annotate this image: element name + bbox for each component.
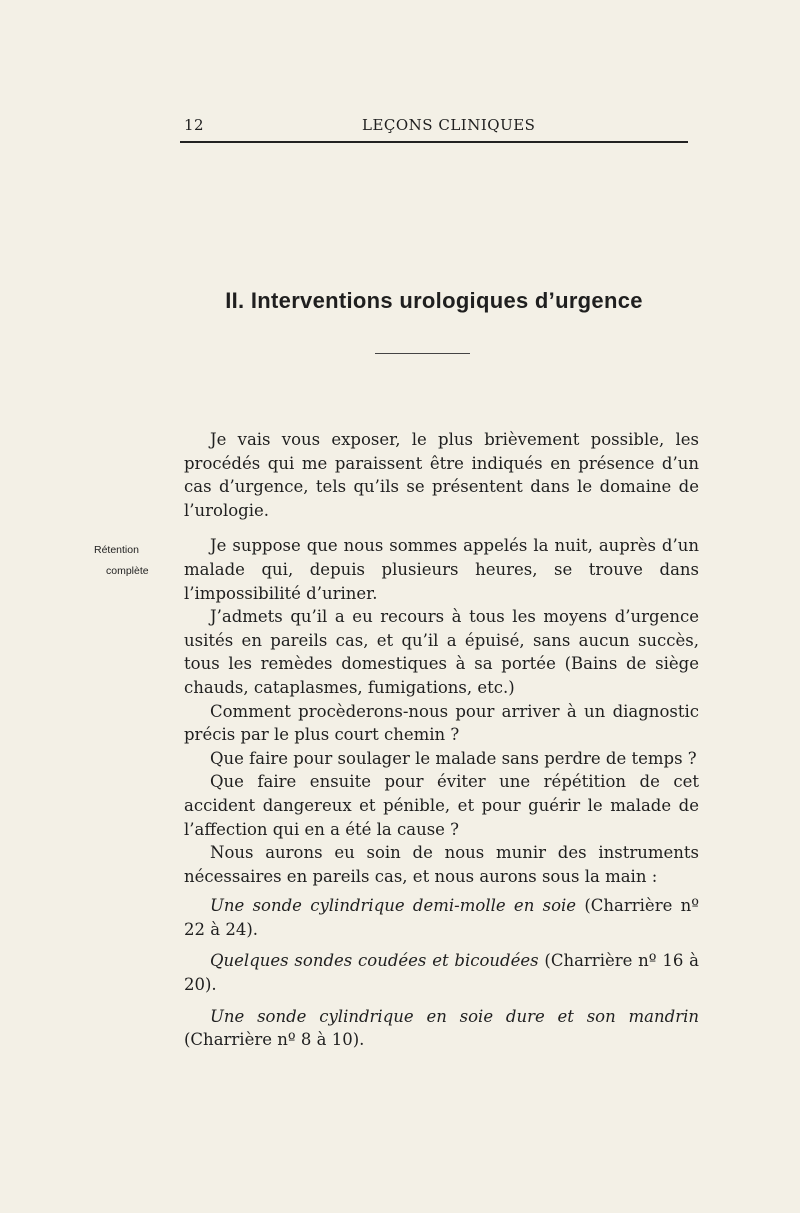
paragraph-instruments-intro: Nous aurons eu soin de nous munir des instruments nécessaires en pareils cas, et nous aurons sous la main :: [184, 843, 699, 886]
instrument-item: [184, 949, 699, 996]
section-title: II. Interventions urologiques d’urgence: [225, 288, 643, 313]
running-title: LEÇONS CLINIQUES: [362, 116, 536, 134]
paragraph-prevention-question: Que faire ensuite pour éviter une répétition de cet accident dangereux et pénible, et pour guérir le malade de l’affection qui en a été la cause ?: [184, 772, 699, 839]
page-number: 12: [184, 116, 205, 134]
instrument-spec: (Charrière nº 8 à 10).: [184, 1030, 365, 1050]
instrument-name: Une sonde cylindrique demi-molle en soie: [210, 896, 577, 916]
margin-note-line-2: complète: [106, 565, 149, 577]
instrument-item: [184, 894, 699, 941]
paragraph-relief-question: Que faire pour soulager le malade sans perdre de temps ?: [210, 748, 697, 768]
paragraph-diagnosis-question: Comment procèderons-nous pour arriver à un diagnostic précis par le plus court chemin ?: [184, 701, 699, 745]
instrument-spec: (Charrière nº 22 à 24).: [184, 896, 700, 939]
margin-note-line-1: Rétention: [94, 544, 139, 556]
body-text: [184, 428, 699, 1052]
paragraph-intro: Je vais vous exposer, le plus brièvement possible, les procédés qui me paraissent être indiqués en présence d’un cas d’urgence, tels qu’ils se présentent dans le domaine de l’urologie.: [184, 430, 699, 520]
instrument-item: [184, 1005, 699, 1052]
margin-note: [94, 540, 176, 582]
instrument-spec: (Charrière nº 16 à 20).: [184, 951, 699, 995]
paragraph-retention: Je suppose que nous sommes appelés la nuit, auprès d’un malade qui, depuis plusieurs heures, se trouve dans l’impossibilité d’uriner.: [184, 536, 699, 603]
paragraph-remedies: J’admets qu’il a eu recours à tous les moyens d’urgence usités en pareils cas, et qu’il a épuisé, sans aucun succès, tous les remèdes domestiques à sa portée (Bains de siège chauds, cataplasmes, fumigations, etc.): [184, 607, 699, 697]
instrument-name: Quelques sondes coudées et bicoudées: [210, 951, 539, 971]
section-divider: [375, 353, 470, 354]
instrument-name: Une sonde cylindrique en soie dure et son mandrin: [210, 1006, 699, 1026]
page-header: [184, 116, 684, 140]
header-rule: [180, 141, 688, 143]
